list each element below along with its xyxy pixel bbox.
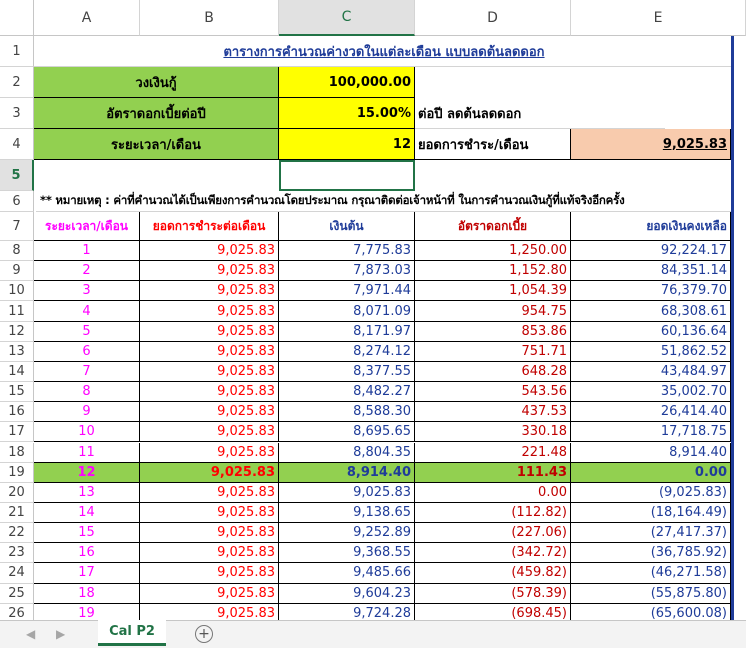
month-value: 9 — [82, 404, 91, 420]
term-value: 12 — [392, 136, 411, 152]
table-cell-principal[interactable] — [279, 503, 415, 523]
principal-value: 8,588.30 — [353, 404, 411, 420]
header-interest: อัตราดอกเบี้ย — [457, 218, 528, 233]
active-cell-c5[interactable] — [279, 160, 415, 191]
interest-value: (578.39) — [511, 585, 567, 601]
month-value: 6 — [82, 343, 91, 359]
interest-value: 1,152.80 — [509, 263, 567, 279]
table-cell-principal[interactable] — [279, 342, 415, 362]
month-value: 8 — [82, 384, 91, 400]
interest-value: 954.75 — [521, 303, 567, 319]
payment-value: 9,025.83 — [217, 424, 275, 440]
table-cell-balance[interactable] — [571, 281, 731, 301]
month-value: 5 — [82, 323, 91, 339]
table-cell-principal[interactable] — [279, 584, 415, 604]
table-cell-balance[interactable] — [571, 503, 731, 523]
table-cell-interest[interactable] — [415, 362, 571, 382]
table-cell-payment[interactable] — [140, 543, 279, 563]
table-cell-principal[interactable] — [279, 422, 415, 442]
payment-value: 9,025.83 — [217, 363, 275, 379]
row-header-6[interactable]: 6 — [0, 191, 34, 212]
principal-value: 9,025.83 — [353, 484, 411, 500]
row-header-7[interactable]: 7 — [0, 212, 34, 241]
row-header-12[interactable]: 12 — [0, 322, 34, 342]
table-cell-month[interactable] — [34, 503, 140, 523]
table-cell-interest[interactable] — [415, 503, 571, 523]
table-cell-month[interactable] — [34, 261, 140, 281]
month-value: 7 — [82, 363, 91, 379]
row-header-9[interactable]: 9 — [0, 261, 34, 281]
principal-value: 9,724.28 — [353, 605, 411, 620]
payment-value: 9,025.83 — [217, 263, 275, 279]
interest-value: 1,054.39 — [509, 283, 567, 299]
payment-value: 9,025.83 — [217, 585, 275, 601]
principal-value: 9,368.55 — [353, 545, 411, 561]
table-cell-payment[interactable] — [140, 563, 279, 583]
loan-label: วงเงินกู้ — [135, 75, 177, 91]
principal-value: 8,482.27 — [353, 384, 411, 400]
row-header-10[interactable]: 10 — [0, 281, 34, 301]
table-cell-principal[interactable] — [279, 261, 415, 281]
column-header-d[interactable]: D — [415, 0, 571, 36]
table-cell-balance[interactable] — [571, 342, 731, 362]
plus-circle-icon[interactable]: + — [195, 625, 213, 643]
table-cell-month[interactable] — [34, 322, 140, 342]
interest-value: (342.72) — [511, 545, 567, 561]
payment-value: 9,025.83 — [217, 525, 275, 541]
table-cell-principal[interactable] — [279, 281, 415, 301]
table-cell-month[interactable] — [34, 483, 140, 503]
row-header-25[interactable]: 25 — [0, 584, 34, 604]
row-header-4[interactable]: 4 — [0, 129, 34, 160]
row-header-18[interactable]: 18 — [0, 443, 34, 463]
table-cell-payment[interactable] — [140, 483, 279, 503]
payment-value: 9,025.83 — [662, 136, 727, 152]
table-cell-balance[interactable] — [571, 402, 731, 422]
table-cell-payment[interactable] — [140, 301, 279, 321]
payment-value: 9,025.83 — [217, 323, 275, 339]
table-cell-month[interactable] — [34, 281, 140, 301]
balance-value: 84,351.14 — [660, 263, 727, 279]
month-value: 19 — [78, 605, 95, 620]
chevron-left-icon[interactable]: ◀ — [26, 627, 36, 641]
principal-value: 8,377.55 — [353, 363, 411, 379]
select-all-corner[interactable] — [0, 0, 34, 36]
table-cell-principal[interactable] — [279, 382, 415, 402]
row-header-22[interactable]: 22 — [0, 523, 34, 543]
month-value: 14 — [78, 505, 95, 520]
table-cell-balance[interactable] — [571, 543, 731, 563]
balance-value: 0.00 — [694, 464, 727, 480]
table-cell-payment[interactable] — [140, 604, 279, 620]
interest-value: (459.82) — [511, 565, 567, 581]
month-value: 18 — [78, 585, 95, 601]
principal-value: 9,485.66 — [353, 565, 411, 581]
principal-value: 8,171.97 — [353, 323, 411, 339]
interest-value: 111.43 — [516, 464, 567, 480]
header-principal: เงินต้น — [329, 218, 364, 233]
principal-value: 7,971.44 — [353, 283, 411, 299]
balance-value: (27,417.37) — [650, 525, 727, 541]
interest-value: (227.06) — [511, 525, 567, 541]
table-cell-interest[interactable] — [415, 301, 571, 321]
table-cell-principal[interactable] — [279, 443, 415, 463]
header-balance: ยอดเงินคงเหลือ — [646, 218, 727, 233]
table-cell-payment[interactable] — [140, 523, 279, 543]
table-cell-payment[interactable] — [140, 241, 279, 261]
table-cell-balance[interactable] — [571, 584, 731, 604]
note-cell[interactable] — [36, 191, 734, 212]
table-cell-interest[interactable] — [415, 382, 571, 402]
table-cell-payment[interactable] — [140, 463, 279, 483]
balance-value: 43,484.97 — [660, 363, 727, 379]
table-cell-balance[interactable] — [571, 322, 731, 342]
table-cell-payment[interactable] — [140, 342, 279, 362]
table-cell-payment[interactable] — [140, 584, 279, 604]
column-header-e[interactable]: E — [571, 0, 746, 36]
table-cell-month[interactable] — [34, 362, 140, 382]
table-cell-month[interactable] — [34, 523, 140, 543]
table-cell-interest[interactable] — [415, 342, 571, 362]
table-cell-balance[interactable] — [571, 241, 731, 261]
principal-value: 7,873.03 — [353, 263, 411, 279]
interest-value: (112.82) — [511, 505, 567, 520]
rate-label: อัตราดอกเบี้ยต่อปี — [106, 106, 206, 122]
table-cell-balance[interactable] — [571, 301, 731, 321]
row-header-23[interactable]: 23 — [0, 543, 34, 563]
interest-value: 648.28 — [521, 363, 567, 379]
sheet-tab-bar — [0, 620, 746, 648]
table-cell-principal[interactable] — [279, 241, 415, 261]
row-header-5[interactable]: 5 — [0, 160, 34, 191]
interest-value: (698.45) — [511, 605, 567, 620]
table-cell-payment[interactable] — [140, 281, 279, 301]
principal-value: 8,695.65 — [353, 424, 411, 440]
table-cell-payment[interactable] — [140, 422, 279, 442]
table-cell-payment[interactable] — [140, 322, 279, 342]
row-header-8[interactable]: 8 — [0, 241, 34, 261]
table-cell-interest[interactable] — [415, 563, 571, 583]
balance-value: (18,164.49) — [650, 505, 727, 520]
interest-value: 543.56 — [521, 384, 567, 400]
month-value: 2 — [82, 263, 91, 279]
term-label-cell[interactable] — [34, 129, 279, 160]
term-value-cell[interactable] — [279, 129, 415, 160]
balance-value: 8,914.40 — [669, 444, 727, 460]
month-value: 10 — [78, 424, 95, 440]
table-cell-principal[interactable] — [279, 543, 415, 563]
interest-value: 221.48 — [521, 444, 567, 460]
interest-value: 330.18 — [521, 424, 567, 440]
table-cell-balance[interactable] — [571, 443, 731, 463]
month-value: 1 — [82, 243, 91, 259]
table-cell-interest[interactable] — [415, 261, 571, 281]
payment-value: 9,025.83 — [217, 343, 275, 359]
table-cell-month[interactable] — [34, 463, 140, 483]
balance-value: 68,308.61 — [660, 303, 727, 319]
balance-value: (9,025.83) — [658, 484, 727, 500]
column-header-b[interactable]: B — [140, 0, 279, 36]
table-cell-payment[interactable] — [140, 443, 279, 463]
month-value: 11 — [78, 444, 95, 460]
interest-value: 1,250.00 — [509, 243, 567, 259]
column-header-c[interactable]: C — [279, 0, 415, 36]
table-cell-balance[interactable] — [571, 261, 731, 281]
table-cell-balance[interactable] — [571, 362, 731, 382]
payment-value: 9,025.83 — [217, 444, 275, 460]
header-interest-cell[interactable] — [415, 212, 571, 241]
balance-value: 60,136.64 — [660, 323, 727, 339]
term-label: ระยะเวลา/เดือน — [111, 137, 201, 153]
table-cell-balance[interactable] — [571, 563, 731, 583]
row-header-3[interactable]: 3 — [0, 98, 34, 129]
column-header-a[interactable]: A — [34, 0, 140, 36]
table-cell-month[interactable] — [34, 563, 140, 583]
row-header-13[interactable]: 13 — [0, 342, 34, 362]
row-header-24[interactable]: 24 — [0, 563, 34, 583]
row-header-26[interactable]: 26 — [0, 604, 34, 620]
header-payment-cell[interactable] — [140, 212, 279, 241]
balance-value: 92,224.17 — [660, 243, 727, 259]
table-cell-payment[interactable] — [140, 382, 279, 402]
table-cell-principal[interactable] — [279, 604, 415, 620]
row-header-17[interactable]: 17 — [0, 422, 34, 442]
table-cell-principal[interactable] — [279, 563, 415, 583]
row-header-21[interactable]: 21 — [0, 503, 34, 523]
table-cell-interest[interactable] — [415, 422, 571, 442]
table-cell-month[interactable] — [34, 604, 140, 620]
principal-value: 8,804.35 — [353, 444, 411, 460]
balance-value: (65,600.08) — [650, 605, 727, 620]
payment-value: 9,025.83 — [217, 404, 275, 420]
balance-value: 76,379.70 — [660, 283, 727, 299]
header-payment: ยอดการชำระต่อเดือน — [152, 218, 266, 233]
interest-value: 853.86 — [521, 323, 567, 339]
principal-value: 7,775.83 — [353, 243, 411, 259]
disclaimer-note: ** หมายเหตุ : ค่าที่คำนวณได้เป็นเพียงการคำนวณโดยประมาณ กรุณาติดต่อเจ้าหน้าที่ ในการคำนวณเงินกู้ที่แท้จริงอีกครั้ง — [40, 193, 625, 207]
principal-value: 9,604.23 — [353, 585, 411, 601]
header-month-cell[interactable] — [34, 212, 140, 241]
sheet-title: ตารางการคำนวณค่างวดในแต่ละเดือน แบบลดต้นลดดอก — [223, 44, 545, 60]
loan-amount: 100,000.00 — [328, 74, 411, 90]
table-cell-balance[interactable] — [571, 463, 731, 483]
table-cell-payment[interactable] — [140, 503, 279, 523]
table-cell-payment[interactable] — [140, 261, 279, 281]
table-cell-principal[interactable] — [279, 402, 415, 422]
table-cell-interest[interactable] — [415, 402, 571, 422]
principal-value: 9,138.65 — [353, 505, 411, 520]
table-cell-month[interactable] — [34, 422, 140, 442]
table-cell-interest[interactable] — [415, 543, 571, 563]
sheet-title-cell[interactable] — [34, 36, 734, 67]
payment-value: 9,025.83 — [217, 243, 275, 259]
table-cell-principal[interactable] — [279, 301, 415, 321]
table-cell-interest[interactable] — [415, 523, 571, 543]
row-header-1[interactable]: 1 — [0, 36, 34, 67]
principal-value: 9,252.89 — [353, 525, 411, 541]
sheet-tab-label: Cal P2 — [109, 624, 155, 639]
table-cell-interest[interactable] — [415, 241, 571, 261]
table-cell-interest[interactable] — [415, 443, 571, 463]
table-cell-interest[interactable] — [415, 483, 571, 503]
month-value: 4 — [82, 303, 91, 319]
table-cell-balance[interactable] — [571, 422, 731, 442]
principal-value: 8,071.09 — [353, 303, 411, 319]
payment-value: 9,025.83 — [210, 464, 275, 480]
table-cell-month[interactable] — [34, 402, 140, 422]
row-header-19[interactable]: 19 — [0, 463, 34, 483]
table-cell-interest[interactable] — [415, 584, 571, 604]
rate-value-cell[interactable] — [279, 98, 415, 129]
payment-value: 9,025.83 — [217, 283, 275, 299]
rate-label-cell[interactable] — [34, 98, 279, 129]
interest-value: 751.71 — [521, 343, 567, 359]
table-cell-interest[interactable] — [415, 463, 571, 483]
row-header-20[interactable]: 20 — [0, 483, 34, 503]
table-cell-month[interactable] — [34, 543, 140, 563]
month-value: 12 — [77, 464, 96, 480]
table-cell-month[interactable] — [34, 382, 140, 402]
payment-value-cell[interactable] — [571, 129, 731, 160]
header-balance-cell[interactable] — [571, 212, 731, 241]
month-value: 3 — [82, 283, 91, 299]
table-cell-principal[interactable] — [279, 362, 415, 382]
header-principal-cell[interactable] — [279, 212, 415, 241]
table-cell-principal[interactable] — [279, 483, 415, 503]
table-right-border — [731, 36, 734, 620]
balance-value: (36,785.92) — [650, 545, 727, 561]
payment-label-cell[interactable] — [415, 129, 571, 160]
balance-value: (46,271.58) — [650, 565, 727, 581]
table-cell-payment[interactable] — [140, 362, 279, 382]
balance-value: 51,862.52 — [660, 343, 727, 359]
payment-value: 9,025.83 — [217, 605, 275, 620]
month-value: 16 — [78, 545, 95, 561]
table-cell-interest[interactable] — [415, 281, 571, 301]
row-header-16[interactable]: 16 — [0, 402, 34, 422]
row-header-15[interactable]: 15 — [0, 382, 34, 402]
table-cell-month[interactable] — [34, 584, 140, 604]
table-cell-month[interactable] — [34, 443, 140, 463]
table-cell-balance[interactable] — [571, 483, 731, 503]
interest-value: 0.00 — [538, 484, 567, 500]
balance-value: 17,718.75 — [660, 424, 727, 440]
row-header-11[interactable]: 11 — [0, 301, 34, 321]
rate-value: 15.00% — [356, 105, 411, 121]
payment-value: 9,025.83 — [217, 303, 275, 319]
sheet-tab-cal-p2[interactable] — [98, 620, 166, 646]
loan-amount-cell[interactable] — [279, 67, 415, 98]
row-header-2[interactable]: 2 — [0, 67, 34, 98]
table-cell-principal[interactable] — [279, 463, 415, 483]
payment-value: 9,025.83 — [217, 565, 275, 581]
payment-value: 9,025.83 — [217, 505, 275, 520]
principal-value: 8,274.12 — [353, 343, 411, 359]
payment-value: 9,025.83 — [217, 545, 275, 561]
table-cell-principal[interactable] — [279, 322, 415, 342]
table-cell-balance[interactable] — [571, 523, 731, 543]
table-cell-month[interactable] — [34, 301, 140, 321]
rate-note: ต่อปี ลดต้นลดดอก — [418, 106, 522, 122]
row-header-14[interactable]: 14 — [0, 362, 34, 382]
month-value: 15 — [78, 525, 95, 541]
table-cell-month[interactable] — [34, 342, 140, 362]
month-value: 17 — [78, 565, 95, 581]
header-month: ระยะเวลา/เดือน — [45, 218, 128, 233]
loan-label-cell[interactable] — [34, 67, 279, 98]
table-cell-interest[interactable] — [415, 322, 571, 342]
table-cell-month[interactable] — [34, 241, 140, 261]
payment-value: 9,025.83 — [217, 484, 275, 500]
table-cell-principal[interactable] — [279, 523, 415, 543]
month-value: 13 — [78, 484, 95, 500]
balance-value: (55,875.80) — [650, 585, 727, 601]
balance-value: 35,002.70 — [660, 384, 727, 400]
table-cell-balance[interactable] — [571, 604, 731, 620]
balance-value: 26,414.40 — [660, 404, 727, 420]
table-cell-interest[interactable] — [415, 604, 571, 620]
table-cell-balance[interactable] — [571, 382, 731, 402]
interest-value: 437.53 — [521, 404, 567, 420]
rate-note-cell[interactable] — [415, 98, 665, 129]
chevron-right-icon[interactable]: ▶ — [56, 627, 66, 641]
principal-value: 8,914.40 — [346, 464, 411, 480]
payment-label: ยอดการชำระ/เดือน — [418, 137, 529, 153]
table-cell-payment[interactable] — [140, 402, 279, 422]
payment-value: 9,025.83 — [217, 384, 275, 400]
